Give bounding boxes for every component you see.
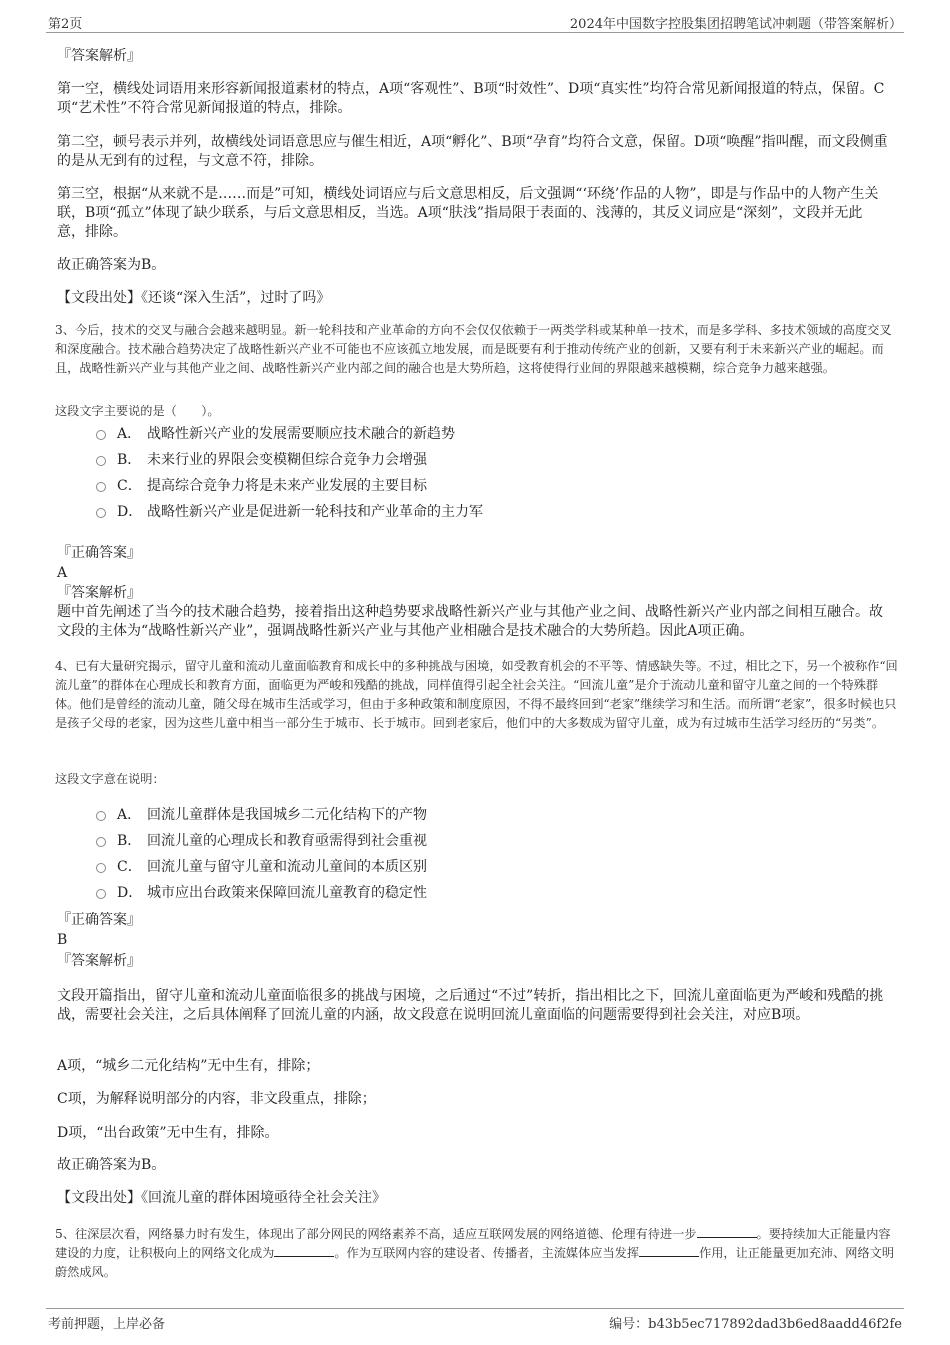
q5-blank-3 [639, 1244, 699, 1257]
option-text: 战略性新兴产业的发展需要顺应技术融合的新趋势 [147, 426, 455, 442]
option-text: 战略性新兴产业是促进新一轮科技和产业革命的主力军 [147, 504, 483, 520]
option-text: 未来行业的界限会变模糊但综合竞争力会增强 [147, 452, 427, 468]
q3-answer: A [57, 565, 68, 581]
q2-analysis-para-1: 第一空，横线处词语用来形容新闻报道素材的特点，A项“客观性”、B项“时效性”、D项“真实性”均符合常见新闻报道的特点，保留。C项“艺术性”不符合常见新闻报道的特点，排除。 [57, 81, 885, 116]
option-text: 城市应出台政策来保障回流儿童教育的稳定性 [147, 885, 427, 901]
q5-text-part-3: 。作为互联网内容的建设者、传播者，主流媒体应当发挥 [334, 1246, 640, 1260]
radio-icon[interactable] [96, 837, 106, 847]
document-title: 2024年中国数字控股集团招聘笔试冲刺题（带答案解析） [569, 17, 902, 32]
radio-icon[interactable] [96, 863, 106, 873]
q4-note-d: D项，“出台政策”无中生有，排除。 [57, 1125, 279, 1141]
q5-blank-2 [274, 1244, 334, 1257]
q3-stem: 3、今后，技术的交叉与融合会越来越明显。新一轮科技和产业革命的方向不会仅仅依赖于一两类学科或某种单一技术，而是多学科、多技术领域的高度交叉和深度融合。技术融合趋势决定了战略性新兴产业不可能也不应该孤立地发展，而是既要有利于推动传统产业的创新，又要有利于未来新兴产业的崛起。而且，战略性新兴产业与其他产业之间、战略性新兴产业内部之间的融合也是大势所趋，这将使得行业间的界限越来越模糊，综合竞争力越来越强。 [55, 323, 892, 375]
q4-analysis-label: 『答案解析』 [57, 953, 141, 969]
q4-answer-label: 『正确答案』 [57, 912, 141, 928]
q3-option-b[interactable] [96, 451, 427, 470]
q3-option-c[interactable] [96, 477, 427, 496]
option-label: B． [117, 452, 142, 468]
option-text: 提高综合竞争力将是未来产业发展的主要目标 [147, 478, 427, 494]
radio-icon[interactable] [96, 482, 106, 492]
radio-icon[interactable] [96, 508, 106, 518]
option-label: D． [117, 885, 143, 901]
q3-analysis-label: 『答案解析』 [57, 585, 141, 601]
q4-stem: 4、已有大量研究揭示，留守儿童和流动儿童面临教育和成长中的多种挑战与困境，如受教育机会的不平等、情感缺失等。不过，相比之下，另一个被称作“回流儿童”的群体在心理成长和教育方面，面临更为严峻和残酷的挑战，同样值得引起全社会关注。“回流儿童”是介于流动儿童和留守儿童之间的一个特殊群体。他们是曾经的流动儿童，随父母在城市生活或学习，但由于多种政策和制度原因，不得不最终回到“老家”继续学习和生活。而所谓“老家”，很多时候也只是孩子父母的老家，因为这些儿童中相当一部分生于城市、长于城市。回到老家后，他们中的大多数成为留守儿童，成为有过城市生活学习经历的“另类”。 [55, 659, 898, 730]
q4-option-a[interactable] [96, 806, 427, 825]
page-number: 第2页 [48, 17, 83, 32]
document-code-value: b43b5ec717892dad3b6ed8aadd46f2fe [648, 1317, 902, 1332]
q5-text-part-1: 5、往深层次看，网络暴力时有发生，体现出了部分网民的网络素养不高，适应互联网发展的网络道德、伦理有待进一步 [55, 1227, 697, 1241]
option-label: B． [117, 833, 142, 849]
q2-analysis-label: 『答案解析』 [57, 48, 141, 64]
q4-option-b[interactable] [96, 832, 427, 851]
option-label: A． [117, 426, 142, 442]
q2-analysis-para-2: 第二空，顿号表示并列，故横线处词语意思应与催生相近，A项“孵化”、B项“孕育”均符合文意，保留。D项“唤醒”指叫醒，而文段侧重的是从无到有的过程，与文意不符，排除。 [57, 134, 888, 169]
option-text: 回流儿童与留守儿童和流动儿童间的本质区别 [147, 859, 427, 875]
radio-icon[interactable] [96, 811, 106, 821]
q5-blank-1 [697, 1225, 757, 1238]
q2-source: 【文段出处】《还谈“深入生活”，过时了吗》 [57, 290, 331, 306]
q4-option-c[interactable] [96, 858, 427, 877]
footer-slogan: 考前押题，上岸必备 [48, 1317, 166, 1332]
option-label: D． [117, 504, 143, 520]
q5-text-part-4: 作用，让正能量更加充沛、网络文明蔚然成风。 [55, 1246, 895, 1279]
document-code [609, 1313, 902, 1332]
radio-icon[interactable] [96, 430, 106, 440]
document-code-label: 编号： [609, 1317, 649, 1332]
q4-source: 【文段出处】《回流儿童的群体困境亟待全社会关注》 [57, 1190, 386, 1206]
q3-answer-label: 『正确答案』 [57, 545, 141, 561]
q5-text-part-2: 。要持续加大正能量内容建设的力度，让积极向上的网络文化成为 [55, 1227, 891, 1260]
option-text: 回流儿童的心理成长和教育亟需得到社会重视 [147, 833, 427, 849]
radio-icon[interactable] [96, 456, 106, 466]
q4-note-a: A项，“城乡二元化结构”无中生有，排除； [57, 1058, 320, 1074]
q4-analysis: 文段开篇指出，留守儿童和流动儿童面临很多的挑战与困境，之后通过“不过”转折，指出相比之下，回流儿童面临更为严峻和残酷的挑战，需要社会关注，之后具体阐释了回流儿童的内涵，故文段意在说明回流儿童面临的问题需要得到社会关注，对应B项。 [57, 988, 884, 1023]
q3-option-a[interactable] [96, 425, 455, 444]
option-label: C． [117, 478, 142, 494]
option-text: 回流儿童群体是我国城乡二元化结构下的产物 [147, 807, 427, 823]
q4-conclusion: 故正确答案为B。 [57, 1157, 166, 1173]
radio-icon[interactable] [96, 889, 106, 899]
page-header [46, 10, 904, 33]
q3-question: 这段文字主要说的是（ ）。 [55, 404, 220, 418]
page-footer [46, 1308, 904, 1333]
q4-answer: B [57, 932, 68, 948]
q4-option-d[interactable] [96, 884, 427, 903]
q3-analysis: 题中首先阐述了当今的技术融合趋势，接着指出这种趋势要求战略性新兴产业与其他产业之间、战略性新兴产业内部之间相互融合。故文段的主体为“战略性新兴产业”，强调战略性新兴产业与其他产业相融合是技术融合的大势所趋。因此A项正确。 [57, 604, 883, 639]
q4-question: 这段文字意在说明： [55, 772, 165, 786]
q3-option-d[interactable] [96, 503, 483, 522]
q2-conclusion: 故正确答案为B。 [57, 257, 166, 273]
q4-note-c: C项，为解释说明部分的内容，非文段重点，排除； [57, 1091, 376, 1107]
option-label: C． [117, 859, 142, 875]
q5-stem [55, 1225, 898, 1282]
option-label: A． [117, 807, 142, 823]
q2-analysis-para-3: 第三空，根据“从来就不是……而是”可知，横线处词语应与后文意思相反，后文强调“‘环绕’作品的人物”，即是与作品中的人物产生关联，B项“孤立”体现了缺少联系，与后文意思相反，当选。A项“肤浅”指局限于表面的、浅薄的，其反义词应是“深刻”，文段并无此意，排除。 [57, 186, 879, 240]
